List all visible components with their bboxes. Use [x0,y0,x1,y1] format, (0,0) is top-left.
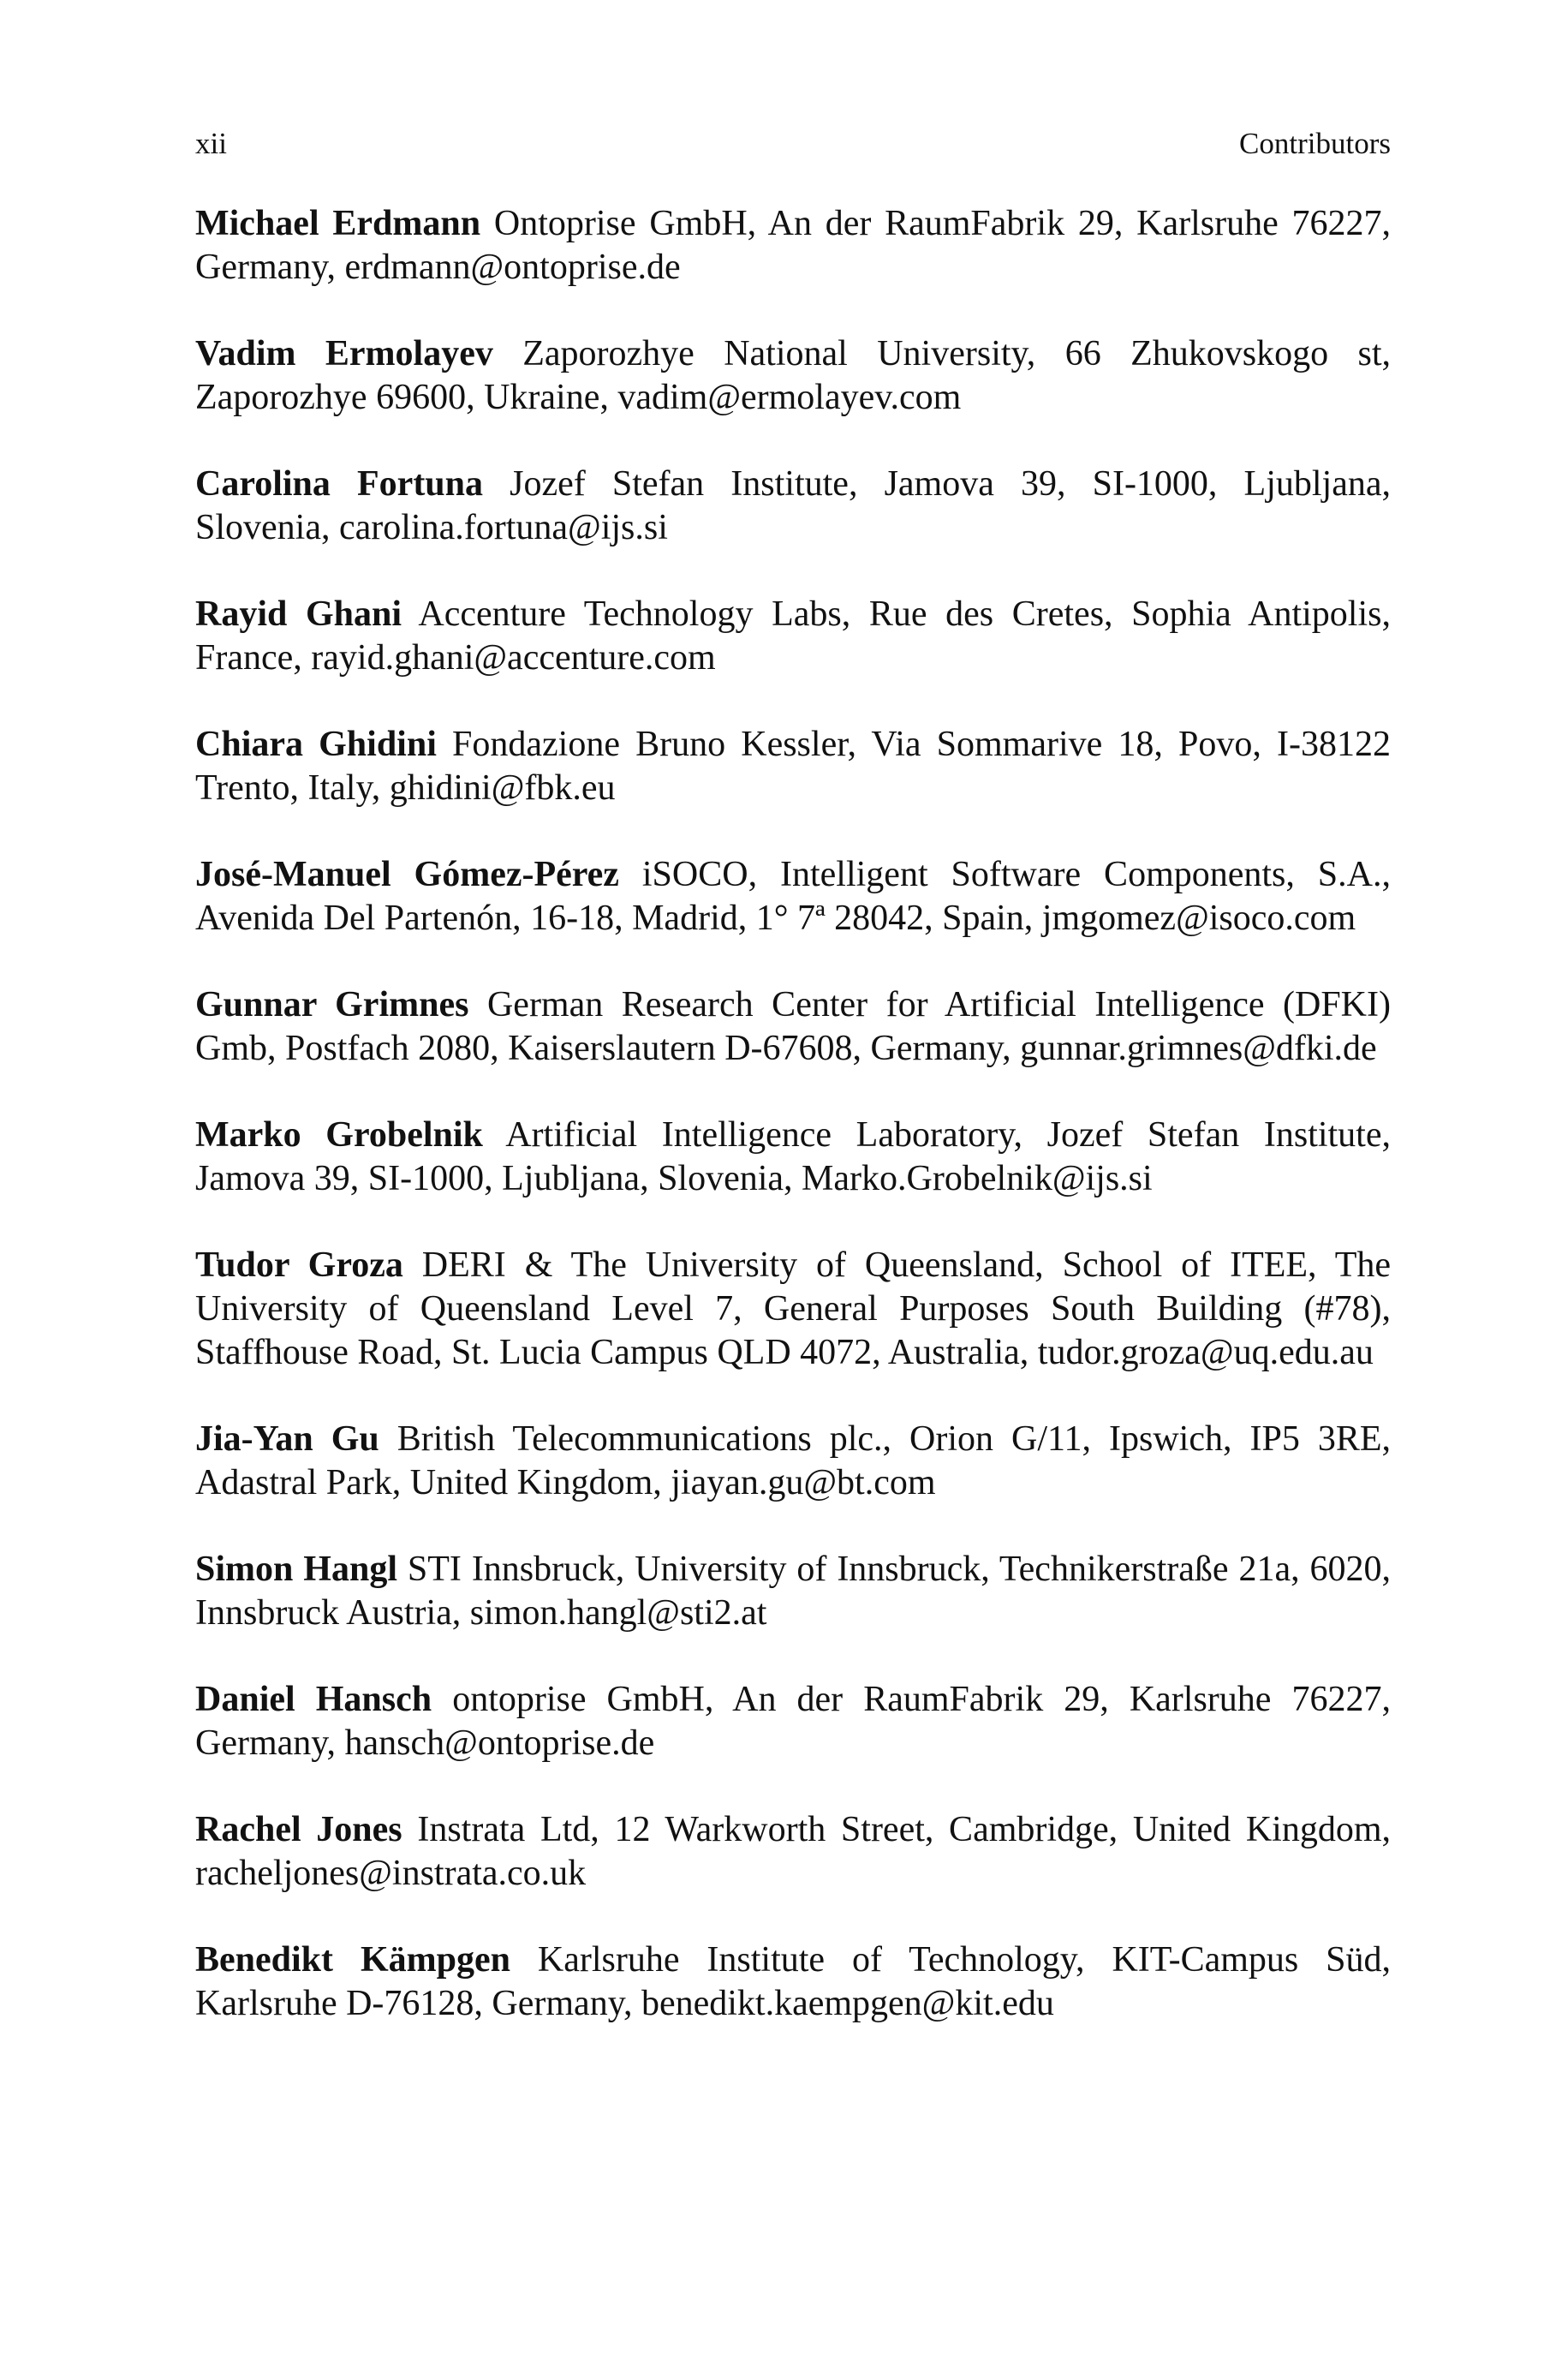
contributor-name: Carolina Fortuna [195,464,484,504]
contributor-entry [195,593,1391,680]
contributor-entry [195,723,1391,810]
contributor-entry [195,202,1391,290]
contributor-entry [195,1418,1391,1505]
contributor-name: Rachel Jones [195,1810,402,1849]
contributor-details: Zaporozhye National University, 66 Zhukovskogo st, Zaporozhye 69600, Ukraine, vadim@ermolayev.com [195,334,1391,417]
contributor-name: Rayid Ghani [195,594,402,634]
contributor-name: José-Manuel Gómez-Pérez [195,855,619,894]
contributor-details: Accenture Technology Labs, Rue des Cretes, Sophia Antipolis, France, rayid.ghani@accenture.com [195,594,1391,678]
contributor-entry [195,463,1391,550]
contributor-details: Artificial Intelligence Laboratory, Jozef Stefan Institute, Jamova 39, SI-1000, Ljubljana, Slovenia, Marko.Grobelnik@ijs.si [195,1115,1391,1198]
contributor-details: Ontoprise GmbH, An der RaumFabrik 29, Karlsruhe 76227, Germany, erdmann@ontoprise.de [195,204,1392,287]
contributor-details: British Telecommunications plc., Orion G/11, Ipswich, IP5 3RE, Adastral Park, United Kingdom, jiayan.gu@bt.com [195,1419,1392,1502]
page-number: xii [195,127,227,160]
contributor-details: Jozef Stefan Institute, Jamova 39, SI-1000, Ljubljana, Slovenia, carolina.fortuna@ijs.si [195,464,1391,547]
contributor-details: iSOCO, Intelligent Software Components, S.A., Avenida Del Partenón, 16-18, Madrid, 1° 7ª 28042, Spain, jmgomez@isoco.com [195,855,1392,938]
contributor-details: Fondazione Bruno Kessler, Via Sommarive 18, Povo, I-38122 Trento, Italy, ghidini@fbk.eu [195,725,1391,808]
contributor-name: Jia-Yan Gu [195,1419,379,1459]
contributor-details: STI Innsbruck, University of Innsbruck, Technikerstraße 21a, 6020, Innsbruck Austria, simon.hangl@sti2.at [195,1550,1391,1633]
contributor-entry [195,1114,1391,1201]
contributor-name: Tudor Groza [195,1245,403,1285]
contributor-details: German Research Center for Artificial Intelligence (DFKI) Gmb, Postfach 2080, Kaiserslautern D-67608, Germany, gunnar.grimnes@dfki.de [195,985,1391,1068]
contributor-entry [195,1938,1391,2026]
contributor-name: Benedikt Kämpgen [195,1940,510,1980]
contributor-name: Marko Grobelnik [195,1115,483,1155]
page-header [195,120,1391,168]
contributor-name: Vadim Ermolayev [195,334,493,373]
contributor-name: Michael Erdmann [195,204,481,243]
contributor-name: Chiara Ghidini [195,725,437,764]
contributor-entry [195,1244,1391,1375]
contributor-name: Daniel Hansch [195,1680,432,1719]
running-head: Contributors [1239,127,1391,160]
contributor-entry [195,1678,1391,1765]
contributor-entry [195,1548,1391,1635]
contributor-entry [195,1808,1391,1896]
contributor-entry [195,983,1391,1071]
contributor-entry [195,332,1391,420]
contributor-name: Simon Hangl [195,1550,397,1589]
contributor-details: Instrata Ltd, 12 Warkworth Street, Cambridge, United Kingdom, racheljones@instrata.co.uk [195,1810,1391,1893]
contributor-details: Karlsruhe Institute of Technology, KIT-Campus Süd, Karlsruhe D-76128, Germany, benedikt.kaempgen@kit.edu [195,1940,1392,2023]
contributor-details: ontoprise GmbH, An der RaumFabrik 29, Karlsruhe 76227, Germany, hansch@ontoprise.de [195,1680,1392,1763]
contributor-list [195,202,1391,2069]
contributor-name: Gunnar Grimnes [195,985,469,1024]
contributor-details: DERI & The University of Queensland, School of ITEE, The University of Queensland Level 7, General Purposes South Building (#78), Staffhouse Road, St. Lucia Campus QLD 4072, Australia, tudor.groza@uq.edu.au [195,1245,1391,1372]
contributor-entry [195,853,1391,941]
